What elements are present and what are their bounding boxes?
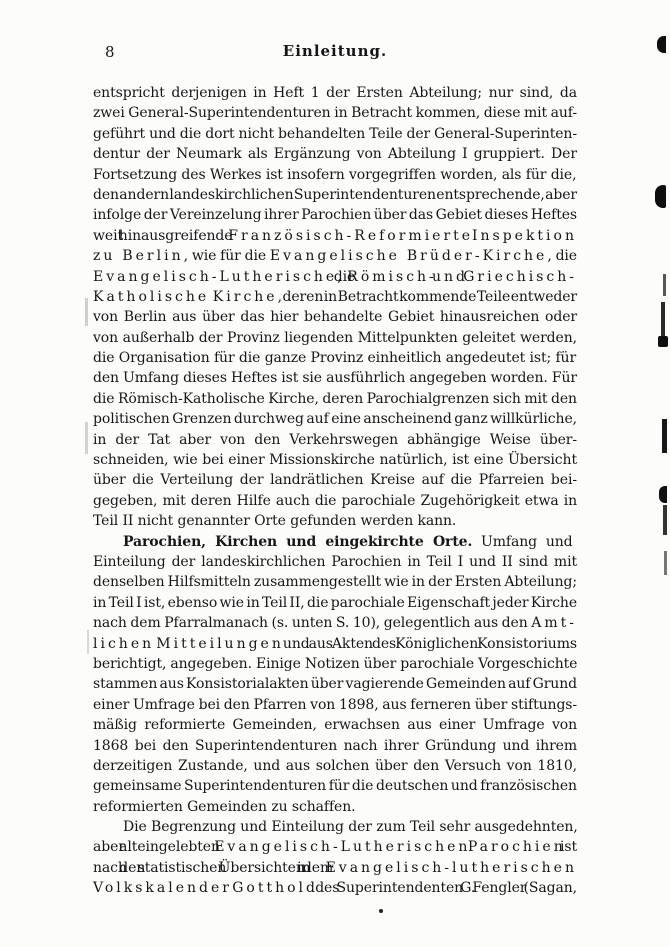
text-segment: weit hinausgreifende xyxy=(93,227,229,244)
text-segment: die Römisch-Katholische Kirche, deren Parochialgrenzen sich mit den xyxy=(93,390,577,407)
text-segment: den Umfang dieses Heftes ist sie ausführlich angegeben worden. Für xyxy=(93,370,577,387)
text-segment: zwei General-Superintendenturen in Betracht kommen, diese mit auf- xyxy=(93,105,578,122)
text-line xyxy=(93,307,577,327)
text-segment: ist xyxy=(565,839,577,856)
text-segment: stammen aus Konsistorialakten über vagierende Gemeinden auf Grund xyxy=(93,676,578,693)
text-line xyxy=(93,797,577,817)
text-lines xyxy=(93,83,577,899)
text-line xyxy=(93,226,577,246)
text-segment: mäßig reformierte Gemeinden, erwachsen aus einer Umfrage von xyxy=(93,717,577,734)
text-line xyxy=(93,654,577,674)
text-line xyxy=(93,593,577,613)
text-segment: Evangelisch-Lutherische xyxy=(93,268,338,285)
text-segment: Volkskalender Gotthold xyxy=(93,880,318,897)
text-segment: , die xyxy=(337,268,348,285)
text-line xyxy=(93,430,577,450)
text-line xyxy=(93,511,577,531)
text-line xyxy=(93,205,577,225)
scan-mark xyxy=(659,486,667,503)
scan-mark xyxy=(662,419,667,453)
text-segment: Evangelisch-lutherischen xyxy=(325,859,577,876)
text-segment: , deren in Betracht kommende Teile entweder xyxy=(277,288,578,305)
text-line xyxy=(93,756,577,776)
text-segment: dentur der Neumark als Ergänzung von Abteilung I gruppiert. Der xyxy=(93,146,577,163)
scan-mark xyxy=(87,630,89,654)
text-line xyxy=(93,817,577,837)
text-segment: 1868 bei den Superintendenturen nach ihrer Gründung und ihrem xyxy=(93,737,578,754)
text-segment: Einteilung der landeskirchlichen Parochien in Teil I und II sind mit xyxy=(93,553,578,570)
text-segment: berichtigt, angegeben. Einige Notizen über parochiale Vorgeschichte xyxy=(93,655,578,672)
page-number: 8 xyxy=(105,43,115,61)
text-line xyxy=(93,837,577,857)
text-segment: nach dem Pfarralmanach (s. unten S. 10), gelegentlich aus den xyxy=(93,615,532,632)
text-segment: Evangelisch-Lutherischen Parochien xyxy=(214,839,566,856)
text-segment: infolge der Vereinzelung ihrer Parochien über das Gebiet dieses Heftes xyxy=(93,207,577,224)
scan-mark xyxy=(661,302,665,340)
text-segment: lichen Mitteilungen xyxy=(93,635,284,652)
text-line xyxy=(93,776,577,796)
text-segment: Französisch-Reformierte Inspektion xyxy=(228,227,577,244)
text-line xyxy=(93,613,577,633)
text-line xyxy=(93,267,577,287)
text-line xyxy=(93,858,577,878)
text-segment: den andern landeskirchlichen Superintendenturen entsprechende, aber xyxy=(93,186,577,203)
text-segment: Parochien, Kirchen und eingekirchte Orte. xyxy=(123,533,473,550)
text-line xyxy=(93,185,577,205)
text-segment: des Superintendenten G. Fengler (Sagan, xyxy=(318,880,578,897)
text-segment: zu Berlin xyxy=(93,248,184,265)
text-segment: denselben Hilfsmitteln zusammengestellt wie in der Ersten Abteilung; xyxy=(93,574,578,591)
text-line xyxy=(93,165,577,185)
text-line xyxy=(93,715,577,735)
text-line xyxy=(93,470,577,490)
text-segment: derzeitigen Zustande, und aus solchen über den Versuch von 1810, xyxy=(93,757,577,774)
text-segment: gemeinsame Superintendenturen für die deutschen und französischen xyxy=(93,778,577,795)
text-segment: Evangelische Brüder-Kirche xyxy=(269,248,548,265)
text-segment: in Teil I ist, ebenso wie in Teil II, die parochiale Eigenschaft jeder Kirche xyxy=(93,594,578,611)
text-line xyxy=(93,409,577,429)
text-line xyxy=(93,348,577,368)
text-segment: und aus Akten des Königlichen Konsistoriums xyxy=(283,635,577,652)
text-line xyxy=(93,103,577,123)
running-title: Einleitung. xyxy=(282,42,388,60)
text-line xyxy=(93,491,577,511)
scan-mark xyxy=(655,185,666,208)
text-segment: in der Tat aber von den Verkehrswegen abhängige Weise über- xyxy=(93,431,578,448)
text-line xyxy=(93,736,577,756)
scan-mark xyxy=(85,298,88,326)
text-segment: einer Umfrage bei den Pfarren von 1898, aus ferneren über stiftungs- xyxy=(93,696,578,713)
scan-mark xyxy=(664,551,667,575)
text-line xyxy=(93,572,577,592)
text-segment: von außerhalb der Provinz liegenden Mittelpunkten geleitet werden, xyxy=(93,329,577,346)
text-segment: Umfang und xyxy=(472,533,573,550)
scan-mark xyxy=(85,422,88,454)
text-line xyxy=(93,144,577,164)
text-line xyxy=(93,695,577,715)
text-line xyxy=(93,450,577,470)
text-line xyxy=(93,552,577,572)
text-line xyxy=(93,674,577,694)
text-line xyxy=(93,389,577,409)
text-segment: aber alteingelebten xyxy=(93,839,215,856)
scan-mark xyxy=(663,505,667,535)
text-line xyxy=(93,368,577,388)
text-segment: schneiden, wie bei einer Missionskirche natürlich, ist eine Übersicht xyxy=(93,452,577,469)
scan-mark xyxy=(379,909,383,913)
text-line xyxy=(93,287,577,307)
text-segment: die Organisation für die ganze Provinz einheitlich angedeutet ist; für xyxy=(93,350,577,367)
text-segment: politischen Grenzen durchweg auf eine anscheinend ganz willkürliche, xyxy=(93,411,578,428)
text-segment: Teil II nicht genannter Orte gefunden werden kann. xyxy=(93,513,457,530)
text-segment: , wie für die xyxy=(183,248,270,265)
text-segment: geführt und die dort nicht behandelten Teile der General-Superinten- xyxy=(93,125,577,142)
page-header xyxy=(93,42,577,64)
text-segment: gegeben, mit deren Hilfe auch die parochiale Zugehörigkeit etwa in xyxy=(93,492,578,509)
scan-mark xyxy=(657,36,666,53)
text-segment: , die xyxy=(547,248,577,265)
text-segment: Katholische Kirche xyxy=(93,288,278,305)
text-segment: entspricht derjenigen in Heft 1 der Ersten Abteilung; nur sind, da xyxy=(93,85,577,101)
text-segment: Amt- xyxy=(531,615,577,632)
text-line xyxy=(93,83,577,103)
text-line xyxy=(93,878,577,898)
text-line xyxy=(93,634,577,654)
text-line xyxy=(93,532,577,552)
text-line xyxy=(93,328,577,348)
text-segment: nach den statistischen Übersichten in dem xyxy=(93,859,326,876)
scan-mark xyxy=(658,336,668,347)
text-segment: über die Verteilung der landrätlichen Kreise auf die Pfarreien bei- xyxy=(93,472,577,489)
text-line xyxy=(93,124,577,144)
text-segment: von Berlin aus über das hier behandelte Gebiet hinausreichen oder xyxy=(93,309,577,326)
text-segment: Fortsetzung des Werkes ist insofern vorgegriffen worden, als für die, xyxy=(93,166,577,183)
text-segment: Römisch- und Griechisch- xyxy=(347,268,577,285)
text-segment: reformierten Gemeinden zu schaffen. xyxy=(93,798,356,815)
text-line xyxy=(93,246,577,266)
text-segment: Die Begrenzung und Einteilung der zum Teil sehr ausgedehnten, xyxy=(123,819,578,836)
scan-mark xyxy=(663,274,666,296)
